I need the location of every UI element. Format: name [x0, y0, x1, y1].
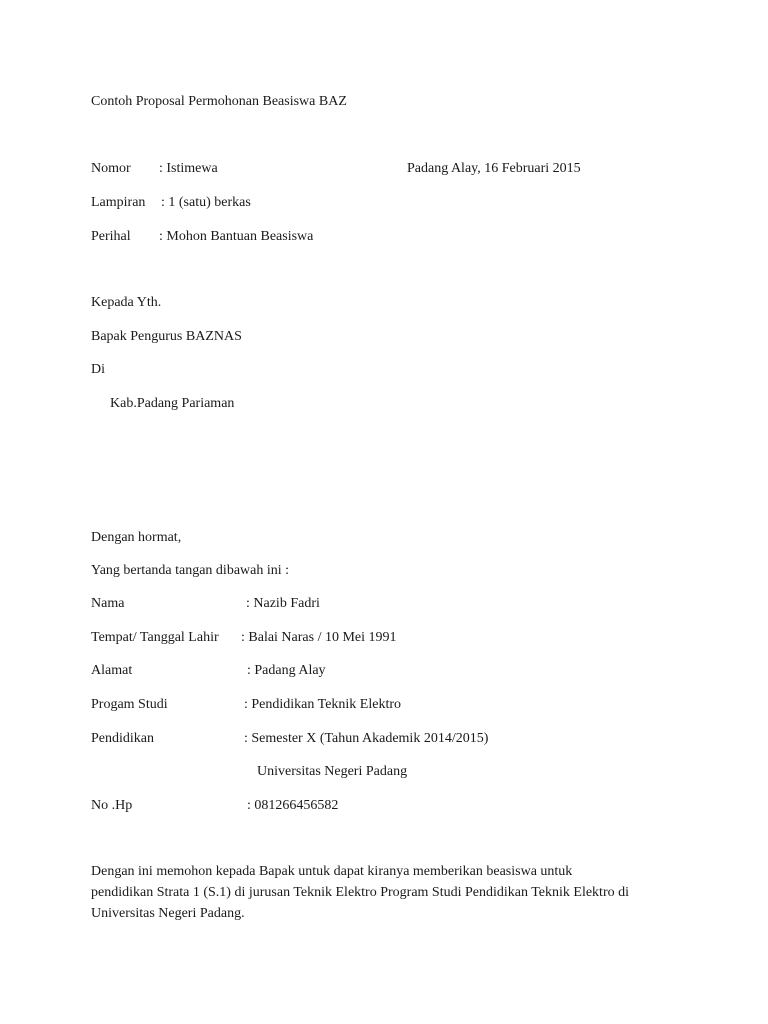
ttl-label: Tempat/ Tanggal Lahir [91, 630, 219, 645]
letter-date: Padang Alay, 16 Februari 2015 [407, 161, 581, 176]
ttl-value: : Balai Naras / 10 Mei 1991 [241, 630, 397, 645]
perihal-value: : Mohon Bantuan Beasiswa [159, 229, 314, 244]
request-paragraph: Dengan ini memohon kepada Bapak untuk dapat kiranya memberikan beasiswa untuk pendidikan Strata 1 (S.1) di jurusan Teknik Elektro Program Studi Pendidikan Teknik Elektro di Universitas Negeri Padang. [91, 864, 630, 921]
nama-label: Nama [91, 596, 125, 611]
hp-value: : 081266456582 [247, 798, 339, 813]
alamat-label: Alamat [91, 663, 133, 678]
recipient-line-4: Kab.Padang Pariaman [110, 396, 235, 411]
recipient-line-3: Di [91, 362, 105, 377]
prodi-label: Progam Studi [91, 697, 168, 712]
nama-value: : Nazib Fadri [246, 596, 320, 611]
pendidikan-value: : Semester X (Tahun Akademik 2014/2015) [244, 731, 489, 746]
recipient-line-1: Kepada Yth. [91, 295, 162, 310]
nomor-label: Nomor [91, 161, 131, 176]
document-title: Contoh Proposal Permohonan Beasiswa BAZ [91, 94, 347, 109]
perihal-label: Perihal [91, 229, 131, 244]
lampiran-value: : 1 (satu) berkas [161, 195, 251, 210]
recipient-line-2: Bapak Pengurus BAZNAS [91, 329, 242, 344]
alamat-value: : Padang Alay [247, 663, 326, 678]
pendidikan-label: Pendidikan [91, 731, 154, 746]
university-value: Universitas Negeri Padang [257, 764, 408, 779]
nomor-value: : Istimewa [159, 161, 218, 176]
hp-label: No .Hp [91, 798, 133, 813]
greeting: Dengan hormat, [91, 530, 182, 545]
prodi-value: : Pendidikan Teknik Elektro [244, 697, 402, 712]
lampiran-label: Lampiran [91, 195, 146, 210]
intro-text: Yang bertanda tangan dibawah ini : [91, 563, 290, 578]
